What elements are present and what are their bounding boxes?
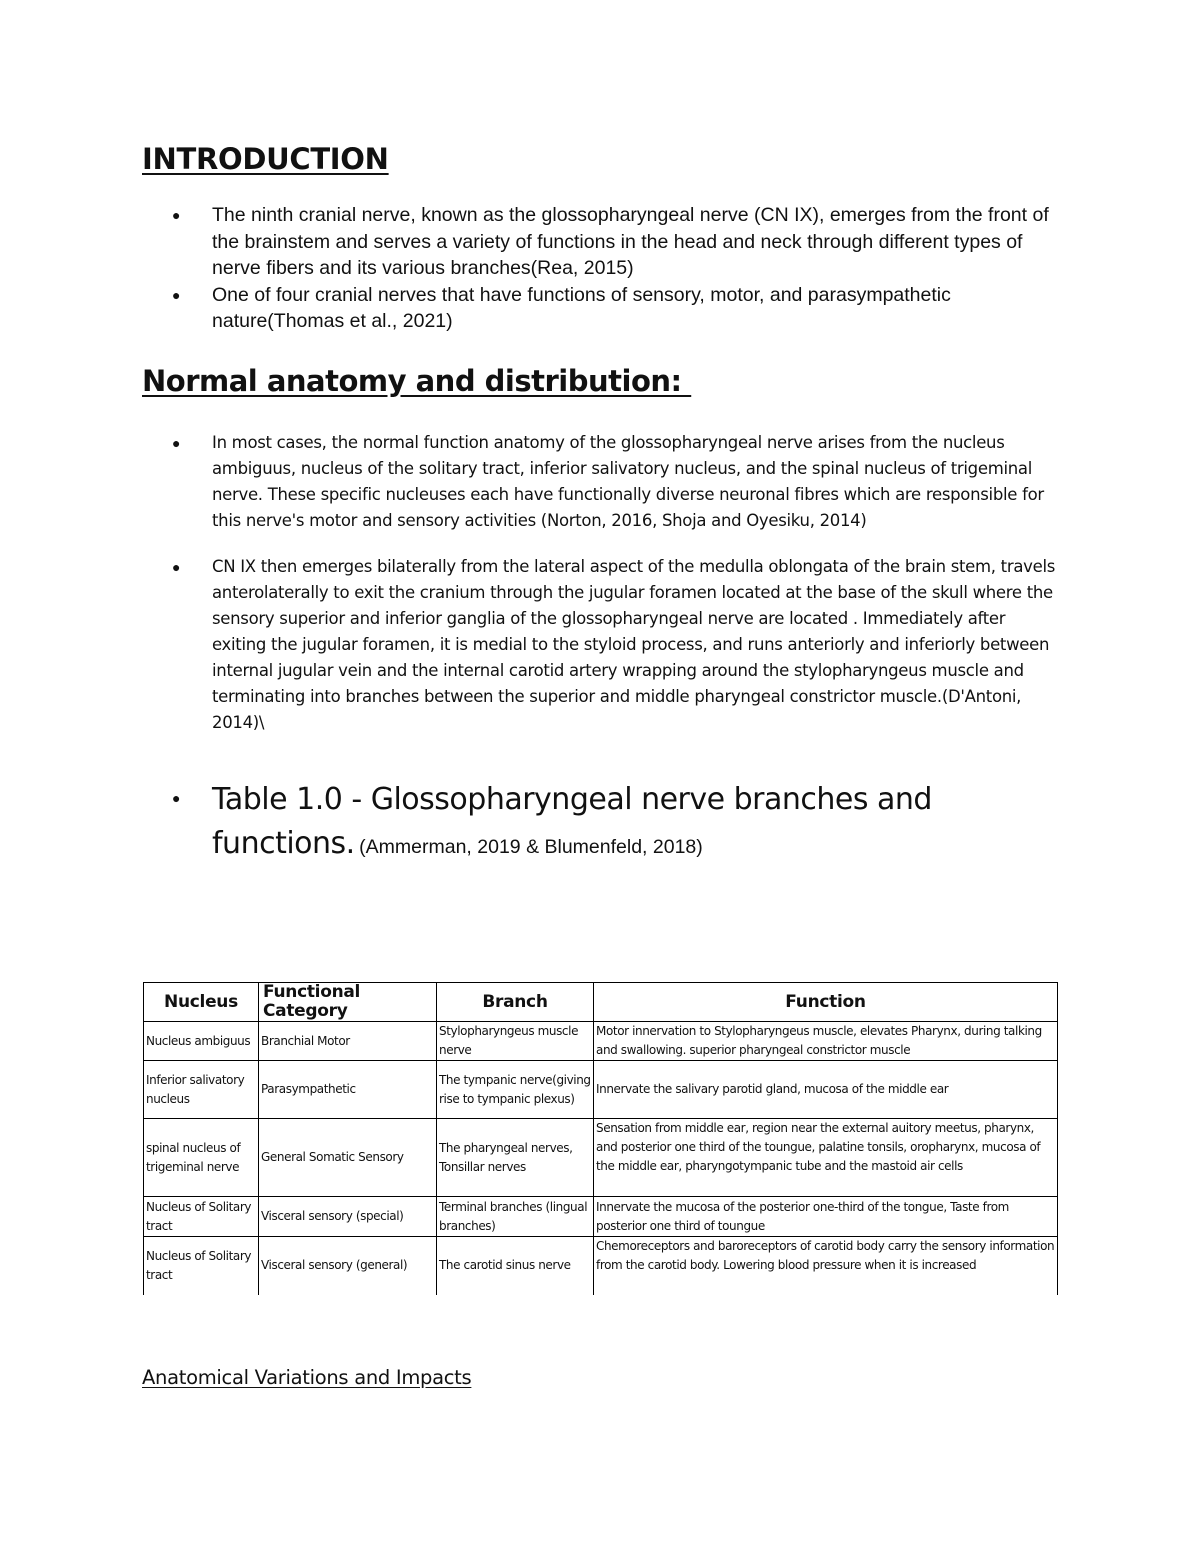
table-caption [142,778,1042,866]
bullet-icon: ● [172,559,181,575]
cell-function: Motor innervation to Stylopharyngeus muscle, elevates Pharynx, during talking and swallowing. superior pharyngeal constrictor muscle [594,1022,1058,1061]
cell-function: Sensation from middle ear, region near the external auitory meetus, pharynx, and posterior one third of the toungue, palatine tonsils, oropharynx, mucosa of the middle ear, pharyngotympanic tube and the mastoid air cells [594,1119,1058,1197]
cell-function: Innervate the salivary parotid gland, mucosa of the middle ear [594,1061,1058,1119]
list-item [142,430,1062,534]
cell-functional-category: Visceral sensory (general) [259,1237,437,1295]
list-item [142,554,1062,736]
header-function: Function [594,983,1058,1022]
list-item [142,282,1062,335]
cell-nucleus: Nucleus of Solitary tract [144,1237,259,1295]
introduction-heading: INTRODUCTION [142,142,389,176]
cell-functional-category: General Somatic Sensory [259,1119,437,1197]
cell-nucleus: Nucleus ambiguus [144,1022,259,1061]
bullet-icon: ● [172,790,181,806]
table-row [144,1119,1058,1197]
table-header-row [144,983,1058,1022]
table-row [144,1061,1058,1119]
cell-nucleus: Inferior salivatory nucleus [144,1061,259,1119]
cell-functional-category: Parasympathetic [259,1061,437,1119]
cell-functional-category: Visceral sensory (special) [259,1197,437,1237]
introduction-list [142,202,1062,335]
cell-nucleus: spinal nucleus of trigeminal nerve [144,1119,259,1197]
cell-branch: The pharyngeal nerves, Tonsillar nerves [437,1119,594,1197]
table-caption-citation: (Ammerman, 2019 & Blumenfeld, 2018) [359,836,703,858]
bullet-icon: ● [172,207,181,223]
anatomy-bullet-text: CN IX then emerges bilaterally from the lateral aspect of the medulla oblongata of the brain stem, travels anterolaterally to exit the cranium through the jugular foramen located at the base of the skull where the sensory superior and inferior ganglia of the glossopharyngeal nerve are located . Immediately after exiting the jugular foramen, it is medial to the styloid process, and runs anteriorly and inferiorly between internal jugular vein and the internal carotid artery wrapping around the stylopharyngeus muscle and terminating into branches between the superior and middle pharyngeal constrictor muscle.(D'Antoni, 2014)\ [212,557,1056,732]
table-row [144,1197,1058,1237]
cell-function: Chemoreceptors and baroreceptors of carotid body carry the sensory information from the carotid body. Lowering blood pressure when it is increased [594,1237,1058,1295]
anatomy-list [142,430,1062,756]
bullet-icon: ● [172,286,181,303]
table-row [144,1022,1058,1061]
cell-branch: Terminal branches (lingual branches) [437,1197,594,1237]
header-functional-category: Functional Category [259,983,437,1022]
anatomy-heading: Normal anatomy and distribution: [142,364,692,398]
cell-functional-category: Branchial Motor [259,1022,437,1061]
variations-heading: Anatomical Variations and Impacts [142,1366,472,1389]
anatomy-bullet-text: In most cases, the normal function anatomy of the glossopharyngeal nerve arises from the nucleus ambiguus, nucleus of the solitary tract, inferior salivatory nucleus, and the spinal nucleus of trigeminal nerve. These specific nucleuses each have functionally diverse neuronal fibres which are responsible for this nerve's motor and sensory activities (Norton, 2016, Shoja and Oyesiku, 2014) [212,433,1044,530]
cell-branch: Stylopharyngeus muscle nerve [437,1022,594,1061]
nerve-branches-table [143,982,1058,1295]
header-branch: Branch [437,983,594,1022]
header-nucleus: Nucleus [144,983,259,1022]
introduction-bullet-text: The ninth cranial nerve, known as the glossopharyngeal nerve (CN IX), emerges from the front of the brainstem and serves a variety of functions in the head and neck through different types of nerve fibers and its various branches(Rea, 2015) [212,204,1049,279]
table-caption-title: Table 1.0 - Glossopharyngeal nerve branches and functions. [212,782,932,861]
bullet-icon: ● [172,435,181,451]
list-item [142,202,1062,282]
cell-nucleus: Nucleus of Solitary tract [144,1197,259,1237]
cell-branch: The tympanic nerve(giving rise to tympanic plexus) [437,1061,594,1119]
table-row [144,1237,1058,1295]
cell-branch: The carotid sinus nerve [437,1237,594,1295]
introduction-bullet-text: One of four cranial nerves that have functions of sensory, motor, and parasympathetic nature(Thomas et al., 2021) [212,283,951,332]
cell-function: Innervate the mucosa of the posterior one-third of the tongue, Taste from posterior one third of toungue [594,1197,1058,1237]
